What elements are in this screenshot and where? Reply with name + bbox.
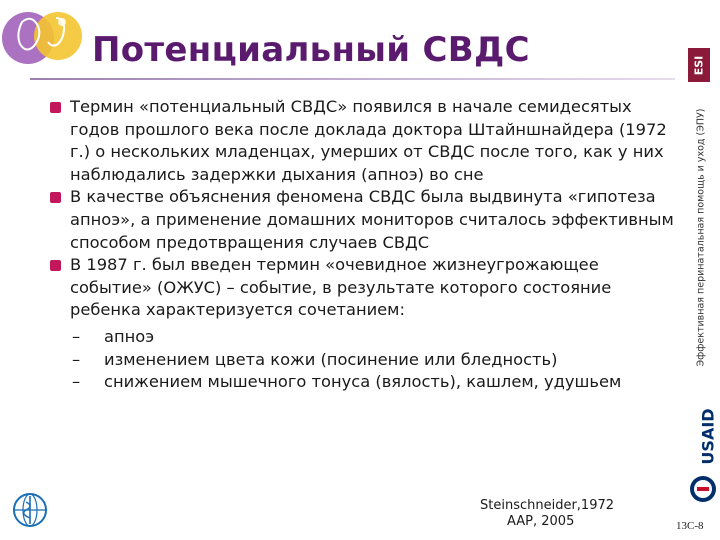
usaid-logo (697, 400, 719, 472)
mother-baby-logo (0, 0, 90, 80)
usaid-seal-icon (688, 474, 718, 504)
citation (480, 498, 680, 530)
sub-bullet-item (72, 349, 678, 372)
sub-bullet-text: апноэ (104, 326, 155, 346)
side-caption-text: Эффективная перинатальная помощь и уход (ЭПУ) (695, 107, 707, 367)
title-divider (30, 78, 675, 80)
esi-label: ESI (692, 55, 706, 75)
bullet-item (48, 96, 678, 186)
side-caption (690, 92, 712, 382)
usaid-label: USAID (698, 407, 718, 465)
citation-line: Steinschneider,1972 (480, 498, 615, 513)
who-emblem-icon (10, 490, 50, 530)
bullet-text: Термин «потенциальный СВДС» появился в начале семидесятых годов прошлого века после доклада доктора Штайншнайдера (1972 г.) о нескольких младенцах, умерших от СВДС после того, как у них наблюдались задержки дыхания (апноэ) во сне (70, 97, 667, 184)
bullet-item (48, 254, 678, 322)
dash-marker: – (72, 349, 81, 369)
sub-bullet-list (48, 326, 678, 394)
bullet-text: В качестве объяснения феномена СВДС была выдвинута «гипотеза апноэ», а применение домашних мониторов считалось эффективным способом предотвращения случаев СВДС (70, 187, 674, 252)
esi-badge (688, 48, 710, 82)
slide-title: Потенциальный СВДС (92, 30, 530, 70)
bullet-item (48, 186, 678, 254)
citation-line: AAP, 2005 (507, 514, 575, 529)
sub-bullet-item (72, 371, 678, 394)
bullet-list (48, 96, 678, 394)
bullet-text: В 1987 г. был введен термин «очевидное жизнеугрожающее событие» (ОЖУС) – событие, в результате которого состояние ребенка характеризуется сочетанием: (70, 255, 612, 320)
bullet-marker-icon (50, 102, 61, 113)
bullet-marker-icon (50, 192, 61, 203)
sub-bullet-text: снижением мышечного тонуса (вялость), кашлем, удушьем (104, 372, 622, 392)
bullet-marker-icon (50, 260, 61, 271)
slide-number: 13С-8 (676, 520, 704, 532)
sub-bullet-text: изменением цвета кожи (посинение или бледность) (104, 349, 558, 369)
sub-bullet-item (72, 326, 678, 349)
dash-marker: – (72, 372, 81, 392)
dash-marker: – (72, 326, 81, 346)
